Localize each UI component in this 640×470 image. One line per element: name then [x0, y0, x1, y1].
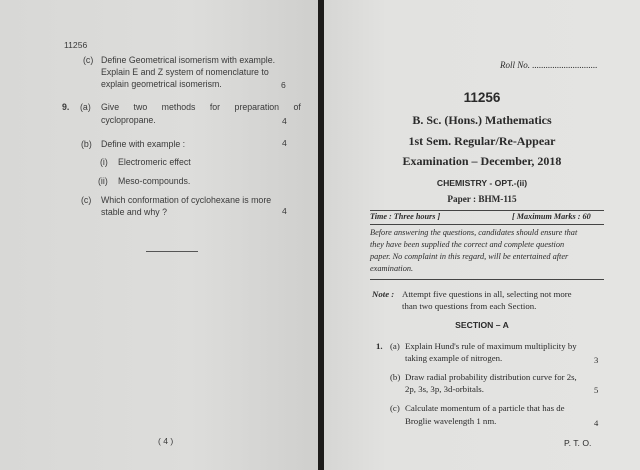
instructions-line-2: they have been supplied the correct and complete question	[370, 240, 565, 249]
q9b-text: Define with example :	[101, 139, 186, 149]
q1c-marks: 4	[594, 418, 599, 428]
q9a-line-2: cyclopropane.	[101, 115, 156, 125]
q8c-line-1: Define Geometrical isomerism with example.	[101, 55, 276, 65]
left-page	[0, 0, 318, 470]
subject-title: CHEMISTRY - OPT.-(ii)	[436, 178, 528, 188]
q1a-line-1: Explain Hund's rule of maximum multiplicity by	[405, 341, 577, 351]
max-marks-label: [ Maximum Marks : 60	[512, 212, 591, 221]
q9a-marks: 4	[282, 116, 287, 126]
q9b-label: (b)	[81, 139, 92, 149]
q1a-line-2: taking example of nitrogen.	[405, 353, 503, 363]
q1c-line-1: Calculate momentum of a particle that has de	[405, 403, 565, 413]
q1b-marks: 5	[594, 385, 599, 395]
q9a-line-1: Give two methods for preparation of	[101, 102, 301, 112]
semester-title: 1st Sem. Regular/Re-Appear	[408, 134, 556, 148]
section-heading: SECTION – A	[455, 320, 509, 330]
paper-code: 11256	[463, 90, 501, 105]
q9c-label: (c)	[81, 195, 92, 205]
exam-title: Examination – December, 2018	[402, 154, 562, 168]
q9b-item-ii-label: (ii)	[98, 176, 108, 186]
pto-label: P. T. O.	[564, 438, 592, 448]
roll-number: Roll No. .............................	[500, 60, 598, 70]
q1a-marks: 3	[594, 355, 599, 365]
q9b-item-i-label: (i)	[100, 157, 108, 167]
q9c-line-1: Which conformation of cyclohexane is more	[101, 195, 272, 205]
q9c-line-2: stable and why ?	[101, 207, 168, 217]
q1b-line-1: Draw radial probability distribution curve for 2s,	[405, 372, 577, 382]
instructions-rule	[370, 279, 604, 280]
q8c-line-2: Explain E and Z system of nomenclature to	[101, 67, 269, 77]
q8c-label: (c)	[83, 55, 94, 65]
q8c-line-3: explain geometrical isomerism.	[101, 79, 222, 89]
paper-code: 11256	[64, 40, 88, 50]
right-page	[324, 0, 640, 470]
note-line-1: Attempt five questions in all, selecting not more	[402, 289, 572, 299]
paper-number: Paper : BHM-115	[447, 194, 517, 204]
instructions-line-1: Before answering the questions, candidates should ensure that	[370, 228, 578, 237]
instructions-line-3: paper. No complaint in this regard, will be entertained after	[370, 252, 569, 261]
q1c-label: (c)	[390, 403, 400, 413]
q9b-marks: 4	[282, 138, 287, 148]
q1c-line-2: Broglie wavelength 1 nm.	[405, 416, 497, 426]
q9b-item-i-text: Electromeric effect	[118, 157, 191, 167]
header-rule-bottom	[370, 224, 604, 225]
q9c-marks: 4	[282, 206, 287, 216]
course-title: B. Sc. (Hons.) Mathematics	[412, 113, 552, 127]
note-label: Note :	[372, 289, 395, 299]
q9-number: 9.	[62, 102, 70, 112]
q1-number: 1.	[376, 341, 383, 351]
time-label: Time : Three hours ]	[370, 212, 441, 221]
note-line-2: than two questions from each Section.	[402, 301, 537, 311]
q1b-label: (b)	[390, 372, 401, 382]
q9a-label: (a)	[80, 102, 91, 112]
page-number: ( 4 )	[158, 436, 174, 446]
end-divider	[146, 251, 198, 252]
q9b-item-ii-text: Meso-compounds.	[118, 176, 191, 186]
instructions-line-4: examination.	[370, 264, 414, 273]
header-rule-top	[370, 210, 604, 211]
q1b-line-2: 2p, 3s, 3p, 3d-orbitals.	[405, 384, 484, 394]
q1a-label: (a)	[390, 341, 400, 351]
q8c-marks: 6	[281, 80, 286, 90]
